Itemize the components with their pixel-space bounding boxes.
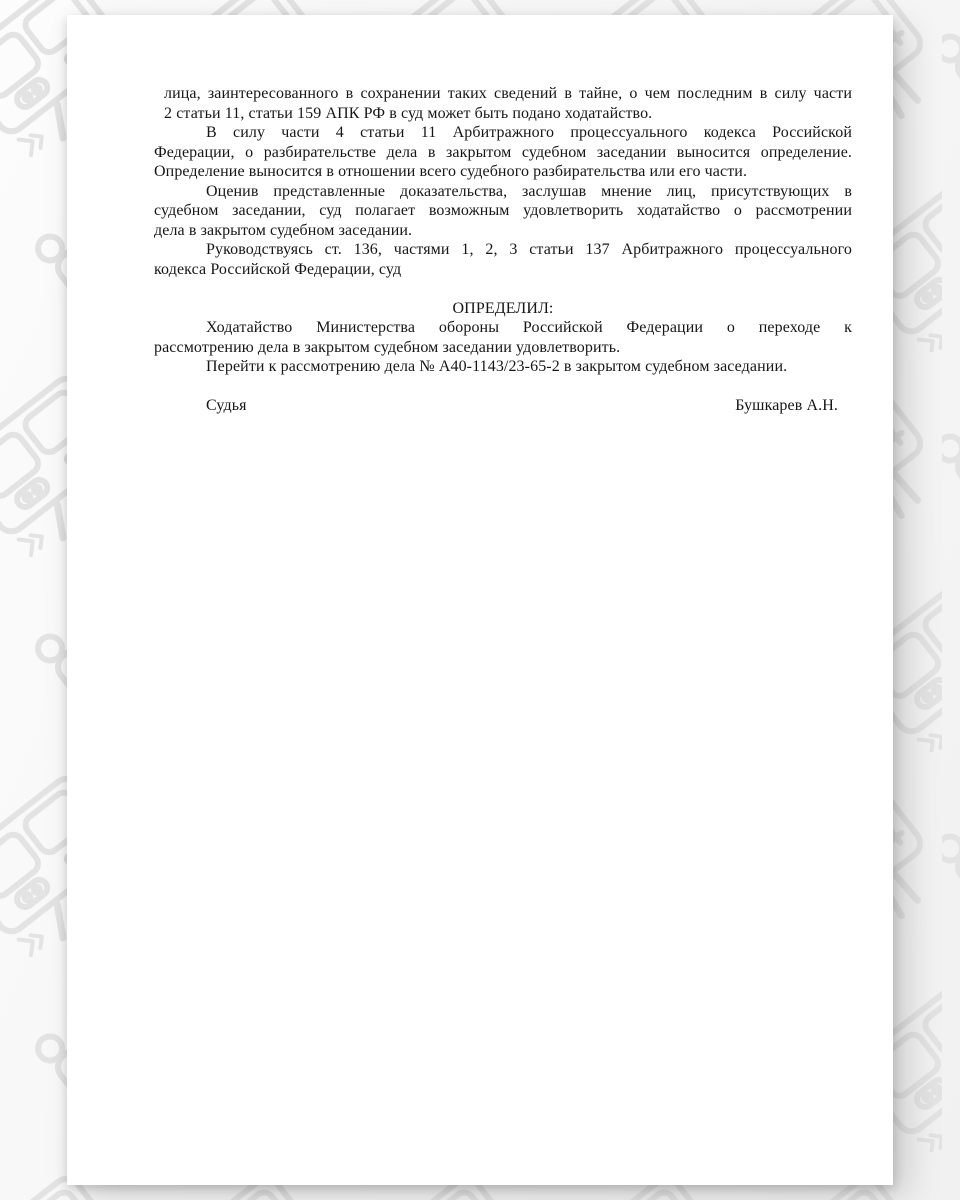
judge-label: Судья xyxy=(206,397,247,414)
text-line: дела в закрытом судебном заседании. xyxy=(154,221,413,239)
text-line: лица, заинтересованного в сохранении таких сведений в тайне, о чем последним в силу части xyxy=(164,85,852,102)
paragraph-article-11 xyxy=(154,123,852,182)
text-line: Перейти к рассмотрению дела № А40-1143/23-65-2 в закрытом судебном заседании. xyxy=(206,358,788,375)
text-line: Руководствуясь ст. 136, частями 1, 2, 3 статьи 137 Арбитражного процессуального xyxy=(206,241,852,258)
text-line: 2 статьи 11, статьи 159 АПК РФ в суд может быть подано ходатайство. xyxy=(164,104,653,122)
text-line: Определение выносится в отношении всего судебного разбирательства или его части. xyxy=(154,163,748,180)
paragraph-court-assessment xyxy=(154,182,852,241)
text-line: В силу части 4 статьи 11 Арбитражного процессуального кодекса Российской xyxy=(206,124,852,141)
judge-name: Бушкарев А.Н. xyxy=(735,397,838,414)
ruling-heading: ОПРЕДЕЛИЛ: xyxy=(452,299,554,317)
text-line: Ходатайство Министерства обороны Российской Федерации о переходе к xyxy=(206,319,852,336)
document-page xyxy=(67,15,893,1185)
signature-row xyxy=(154,396,852,416)
text-line: судебном заседании, суд полагает возможным удовлетворить ходатайство о рассмотрении xyxy=(154,202,852,219)
text-line: Оценив представленные доказательства, заслушав мнение лиц, присутствующих в xyxy=(206,182,852,200)
text-line: Федерации, о разбирательстве дела в закрытом судебном заседании выносится определение. xyxy=(154,143,852,161)
paragraph-guided-by xyxy=(154,240,852,279)
text-line: рассмотрению дела в закрытом судебном заседании удовлетворить. xyxy=(154,338,621,356)
text-line: кодекса Российской Федерации, суд xyxy=(154,260,402,278)
document-content xyxy=(154,84,852,416)
paragraph-continuation xyxy=(154,84,852,123)
paragraph-closed-session xyxy=(154,357,852,377)
paragraph-motion-granted xyxy=(154,318,852,357)
